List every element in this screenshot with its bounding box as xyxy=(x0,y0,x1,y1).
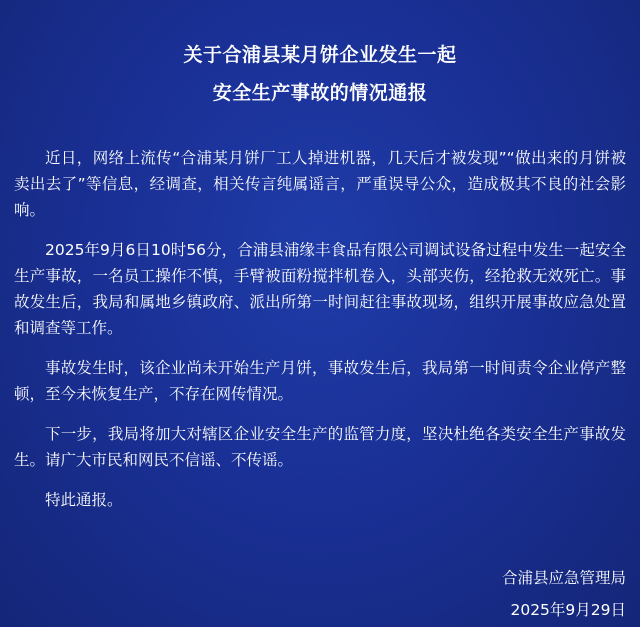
paragraph-next-steps: 下一步，我局将加大对辖区企业安全生产的监管力度，坚决杜绝各类安全生产事故发生。请广大市民和网民不信谣、不传谣。 xyxy=(14,425,626,469)
paragraph-accident: 2025年9月6日10时56分，合浦县浦缘丰食品有限公司调试设备过程中发生一起安全生产事故，一名员工操作不慎，手臂被面粉搅拌机卷入，头部夹伤，经抢救无效死亡。事故发生后，我局和属地乡镇政府、派出所第一时间赶往事故现场，组织开展事故应急处置和调查等工作。 xyxy=(14,241,626,337)
paragraph-rumor: 近日，网络上流传“合浦某月饼厂工人掉进机器，几天后才被发现”“做出来的月饼被卖出去了”等信息，经调查，相关传言纯属谣言，严重误导公众，造成极其不良的社会影响。 xyxy=(14,149,626,219)
issue-date: 2025年9月29日 xyxy=(510,601,626,619)
notice-title-line-2: 安全生产事故的情况通报 xyxy=(212,82,428,104)
paragraph-production-status: 事故发生时，该企业尚未开始生产月饼，事故发生后，我局第一时间责令企业停产整顿，至今未恢复生产，不存在网传情况。 xyxy=(14,359,626,403)
notice-title-line-1: 关于合浦县某月饼企业发生一起 xyxy=(183,44,457,66)
notice-body xyxy=(14,145,626,527)
paragraph-closing: 特此通报。 xyxy=(45,491,123,509)
issuer-name: 合浦县应急管理局 xyxy=(501,569,626,587)
